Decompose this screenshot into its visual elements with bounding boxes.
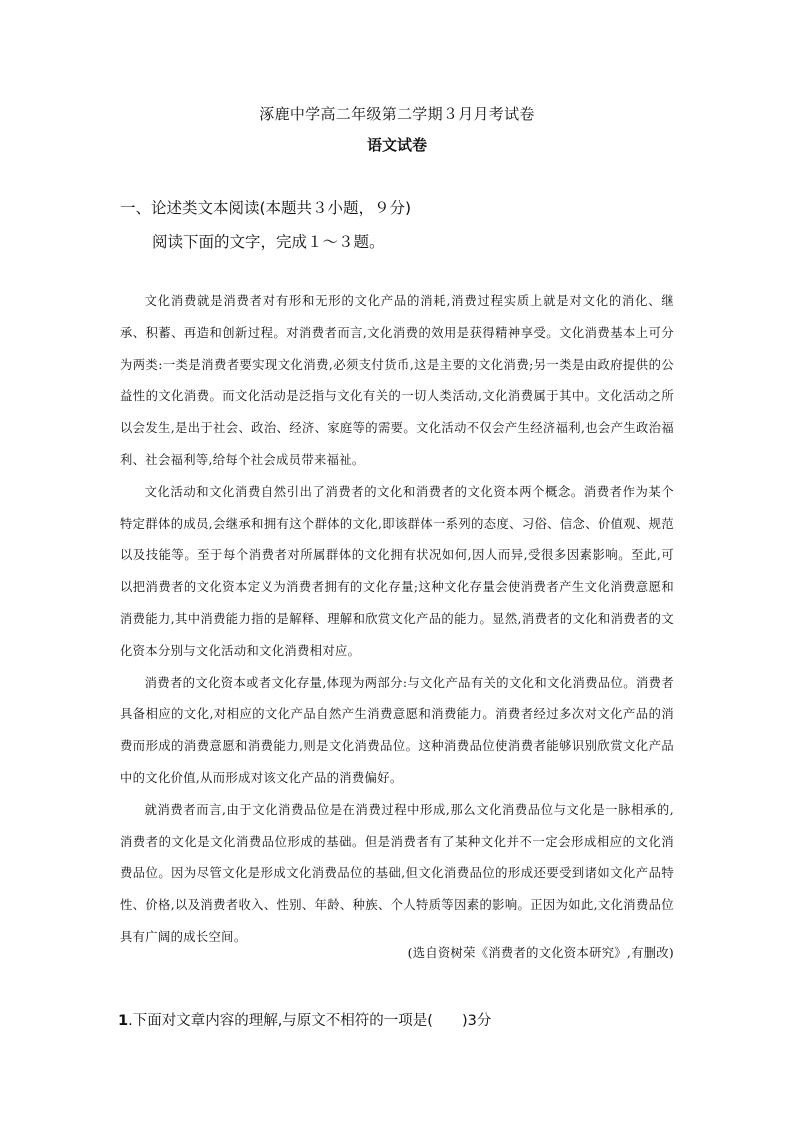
passage-paragraph-3: 消费者的文化资本或者文化存量,体现为两部分:与文化产品有关的文化和文化消费品位。消费者具备相应的文化,对相应的文化产品自然产生消费意愿和消费能力。消费者经过多次对文化产品的消费而形成的消费意愿和消费能力,则是文化消费品位。这种消费品位使消费者能够识别欣赏文化产品中的文化价值,从而形成对该文化产品的消费偏好。	[120, 675, 674, 785]
passage-paragraph-4: 就消费者而言,由于文化消费品位是在消费过程中形成,那么文化消费品位与文化是一脉相承的,消费者的文化是文化消费品位形成的基础。但是消费者有了某种文化并不一定会形成相应的文化消费品位。因为尽管文化是形成文化消费品位的基础,但文化消费品位的形成还要受到诸如文化产品特性、价格,以及消费者收入、性别、年龄、种族、个人特质等因素的影响。正因为如此,文化消费品位具有广阔的成长空间。	[120, 802, 674, 944]
question-1	[118, 1009, 491, 1030]
question-text: .下面对文章内容的理解,与原文不相符的一项是( )3分	[128, 1013, 492, 1029]
exam-title: 涿鹿中学高二年级第二学期３月月考试卷	[259, 105, 535, 123]
exam-subtitle: 语文试卷	[366, 136, 427, 154]
question-number: 1	[118, 1013, 129, 1029]
reading-passage	[120, 286, 674, 954]
passage-paragraph-2: 文化活动和文化消费自然引出了消费者的文化和消费者的文化资本两个概念。消费者作为某个特定群体的成员,会继承和拥有这个群体的文化,即该群体一系列的态度、习俗、信念、价值观、规范以及技能等。至于每个消费者对所属群体的文化拥有状况如何,因人而异,受很多因素影响。至此,可以把消费者的文化资本定义为消费者拥有的文化存量;这种文化存量会使消费者产生文化消费意愿和消费能力,其中消费能力指的是解释、理解和欣赏文化产品的能力。显然,消费者的文化和消费者的文化资本分别与文化活动和文化消费相对应。	[120, 484, 674, 658]
section-instruction: 阅读下面的文字，完成１～３题。	[152, 233, 385, 251]
passage-paragraph-1: 文化消费就是消费者对有形和无形的文化产品的消耗,消费过程实质上就是对文化的消化、继承、积蓄、再造和创新过程。对消费者而言,文化消费的效用是获得精神享受。文化消费基本上可分为两类:一类是消费者要实现文化消费,必须支付货币,这是主要的文化消费;另一类是由政府提供的公益性的文化消费。而文化活动是泛指与文化有关的一切人类活动,文化消费属于其中。文化活动之所以会发生,是出于社会、政治、经济、家庭等的需要。文化活动不仅会产生经济福利,也会产生政治福利、社会福利等,给每个社会成员带来福祉。	[120, 294, 674, 467]
passage-source: (选自资树荣《消费者的文化资本研究》,有删改)	[407, 946, 674, 960]
section-heading: 一、论述类文本阅读(本题共３小题，９分)	[120, 199, 412, 217]
